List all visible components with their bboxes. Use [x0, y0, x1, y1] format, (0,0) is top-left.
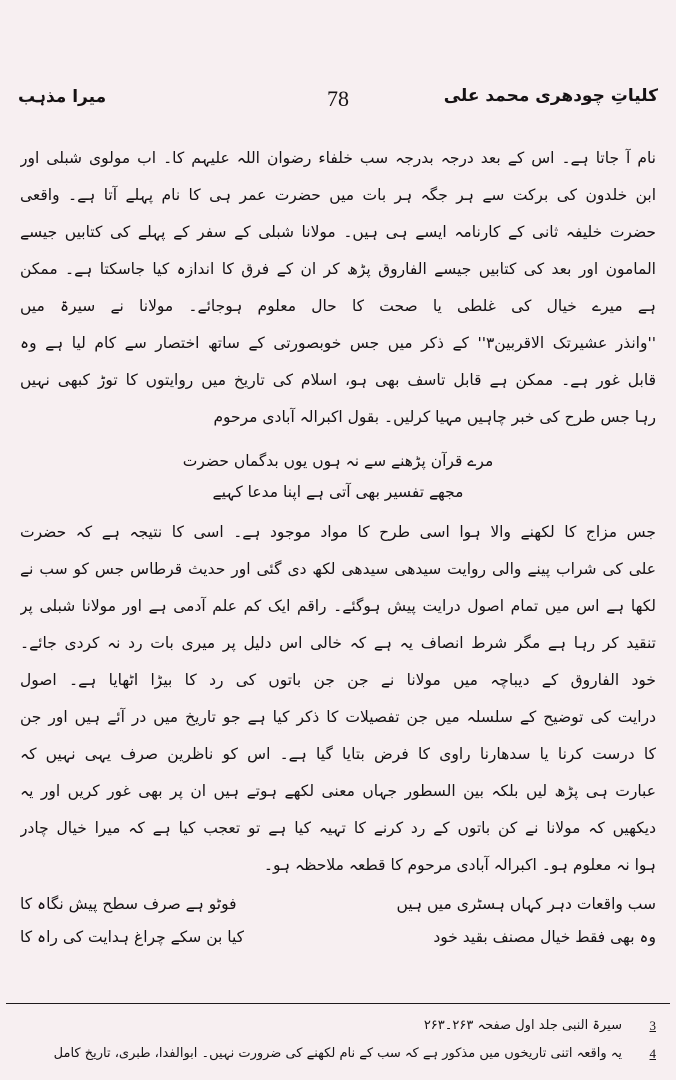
page-body — [20, 140, 656, 954]
text-line: نام آ جاتا ہے۔ اس کے بعد درجہ بدرجہ سب خلفاء رضوان اللہ علیہم کا۔ اب مولوی شبلی اور — [20, 149, 656, 167]
footnote-number: 4 — [649, 1046, 656, 1061]
footnotes — [20, 1012, 656, 1068]
verse-line: مرے قرآن پڑھنے سے نہ ہوں یوں بدگماں حضرت — [182, 452, 494, 470]
text-line: علی کی شراب پینے والی روایت سیدھی سیدھی لکھ دی گئی اور حدیث قرطاس جس کو سب نے — [20, 560, 656, 578]
paragraph-1 — [20, 140, 656, 436]
footnote-number: 3 — [649, 1018, 656, 1033]
text-line: ہوا نہ معلوم ہو۔ اکبرالہ آبادی مرحوم کا قطعہ ملاحظہ ہو۔ — [263, 856, 656, 874]
text-line: خود الفاروق کے دیباچہ میں مولانا نے جن جن باتوں کی رد کا بیڑا اٹھایا ہے۔ اصول — [20, 671, 656, 689]
text-line: ''وانذر عشیرتک الاقربین۳'' کے ذکر میں جس خوبصورتی کے ساتھ اختصار سے کام لیا ہے وہ — [20, 334, 656, 352]
verse-hemistich: کیا بن سکے چراغ ہدایت کی راہ کا — [20, 928, 245, 946]
verse-row — [20, 888, 656, 921]
verse-row — [20, 921, 656, 954]
text-line: ہے میرے خیال کی غلطی یا صحت کا حال معلوم ہوجائے۔ مولانا نے سیرۃ میں — [20, 297, 656, 315]
footnote-text: یہ واقعہ اتنی تاریخوں میں مذکور ہے کہ سب کے نام لکھنے کی ضرورت نہیں۔ ابوالفدا، طبری، تاریخ کامل — [53, 1046, 622, 1061]
text-line: قابل غور ہے۔ ممکن ہے قابل تاسف بھی ہو، اسلام کی تاریخ میں روایتوں کا توڑ کبھی نہیں — [20, 371, 656, 389]
footnote — [20, 1012, 656, 1040]
verse-hemistich: وہ بھی فقط خیال مصنف بقید خود — [433, 928, 656, 946]
text-line: کا درست کرنا یا سدھارنا راوی کا فرض بتایا گیا ہے۔ اس کو ناظرین صرف یہی نہیں کہ — [20, 745, 656, 763]
text-line: درایت کی توضیح کے سلسلہ میں جن تفصیلات کا ذکر کیا ہے جو تاریخ میں در آئے ہیں اور جن — [20, 708, 656, 726]
text-line: عبارت ہی پڑھ لیں بلکہ بین السطور جہاں معنی لکھے ہوتے ہیں ان پر بھی غور کریں اور یہ — [20, 782, 656, 800]
couplet-2 — [20, 888, 656, 954]
text-line: لکھا ہے اس میں تمام اصول درایت پیش ہوگئے۔ راقم ایک کم علم آدمی ہے اور مولانا شبلی پر — [20, 597, 656, 615]
verse-line: مجھے تفسیر بھی آتی ہے اپنا مدعا کہیے — [212, 483, 464, 501]
text-line: رہا جس طرح کی خبر چاہیں مہیا کرلیں۔ بقول اکبرالہ آبادی مرحوم — [213, 408, 656, 426]
text-line: ابن خلدون کی برکت سے ہر جگہ ہر بات میں حضرت عمر ہی کا نام پہلے آتا ہے۔ واقعی — [20, 186, 656, 204]
verse-hemistich: فوٹو ہے صرف سطح پیش نگاہ کا — [20, 895, 237, 913]
text-line: دیکھیں کہ مولانا نے کن باتوں کے رد کرنے کا تہیہ کیا ہے تو تعجب کیا ہے کہ میرا خیال چادر — [20, 819, 656, 837]
book-title: کلیاتِ چودھری محمد علی — [443, 86, 658, 106]
footnote-divider — [6, 1003, 670, 1004]
text-line: حضرت خلیفہ ثانی کے کارنامہ ایسے ہی ہیں۔ مولانا شبلی کے سفر کے پہلے کی کتابیں جیسے — [20, 223, 656, 241]
footnote-text: سیرۃ النبی جلد اول صفحہ ۲۶۳۔۲۶۳ — [423, 1018, 622, 1033]
footnote — [20, 1040, 656, 1068]
page-header — [18, 86, 658, 120]
paragraph-2 — [20, 514, 656, 884]
chapter-title: میرا مذہب — [18, 87, 107, 107]
text-line: تنقید کر رہا ہے مگر شرط انصاف یہ ہے کہ خالی اس دلیل پر میری بات رد نہ کردی جائے۔ — [20, 634, 656, 652]
couplet-1 — [20, 446, 656, 508]
verse-hemistich: سب واقعات دہر کہاں ہسٹری میں ہیں — [396, 895, 656, 913]
text-line: المامون اور بعد کی کتابیں جیسے الفاروق پڑھ کر ان کے فرق کا اندازہ کیا جاسکتا ہے۔ ممکن — [20, 260, 656, 278]
page-number: 78 — [327, 86, 349, 111]
text-line: جس مزاج کا لکھنے والا ہوا اسی طرح کا مواد موجود ہے۔ اسی کا نتیجہ ہے کہ حضرت — [20, 523, 656, 541]
